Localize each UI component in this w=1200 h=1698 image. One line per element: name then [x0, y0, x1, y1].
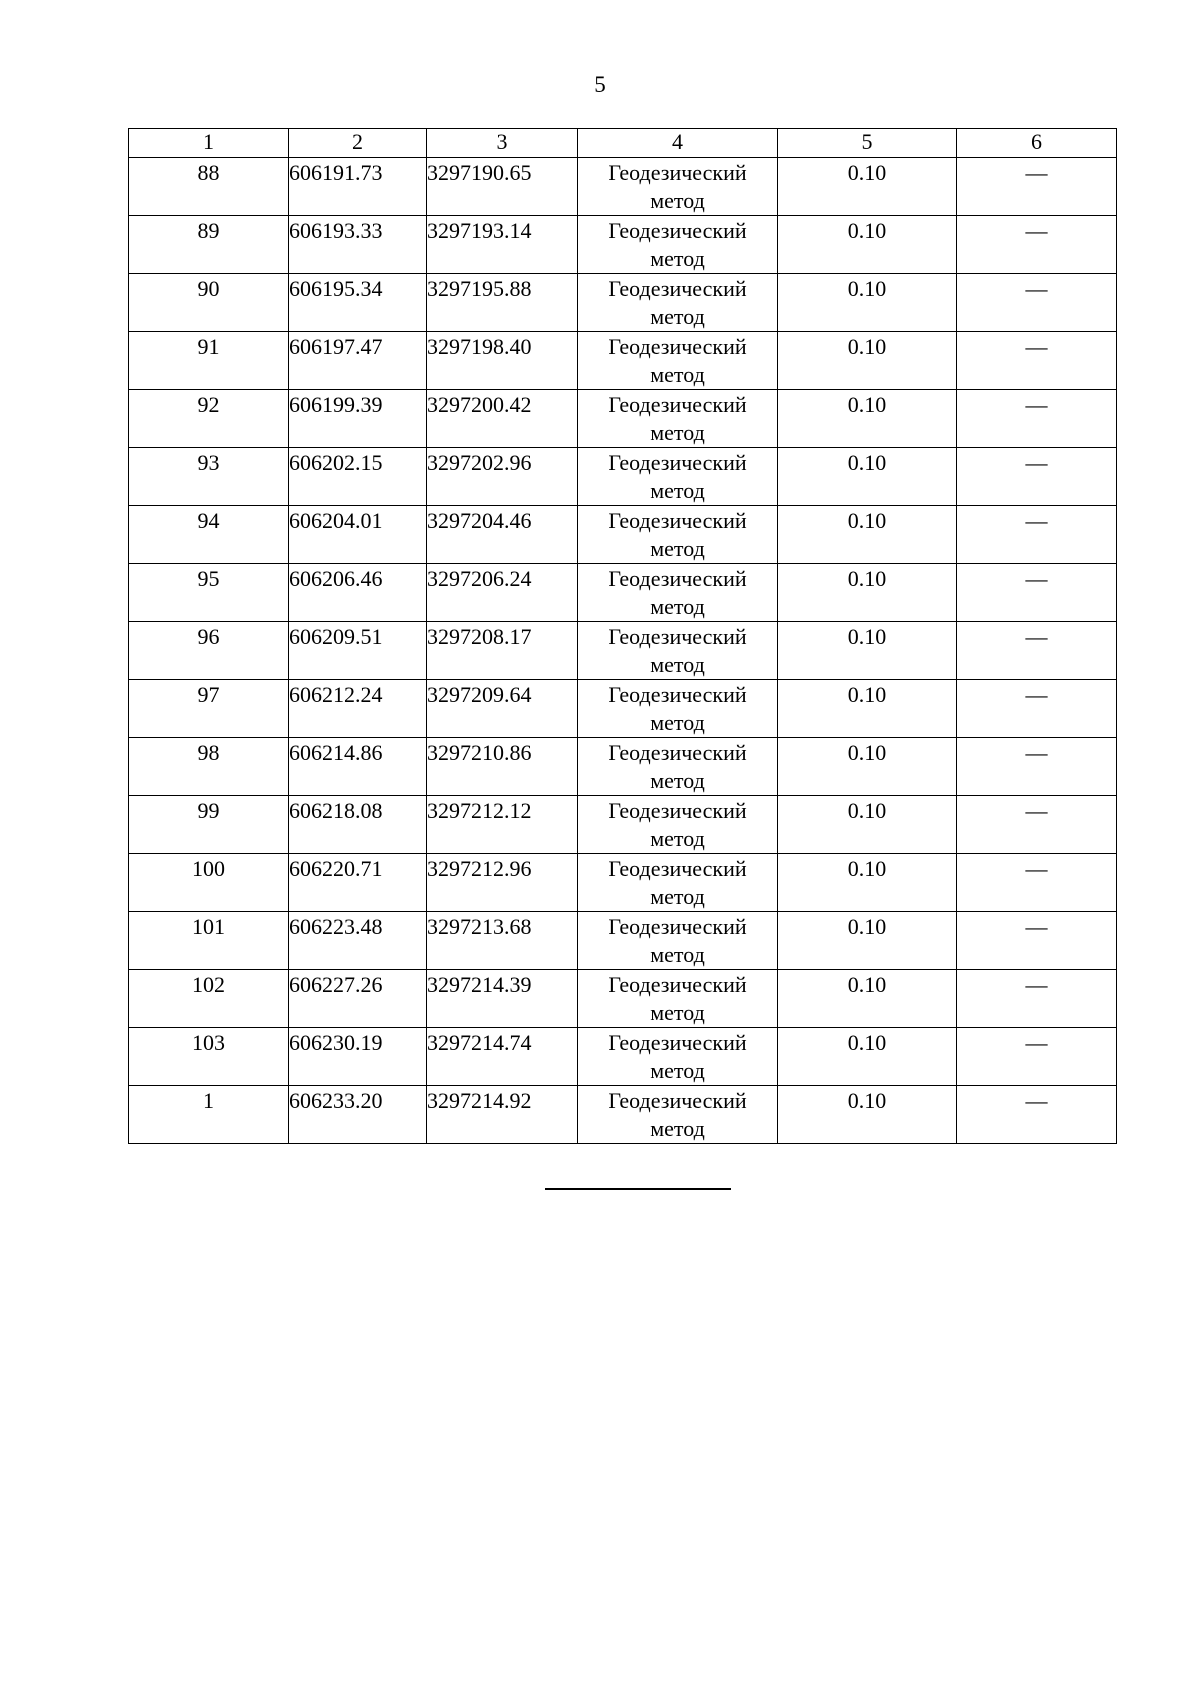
method-text-line1: Геодезический	[608, 798, 747, 823]
table-row	[129, 332, 1117, 390]
note-cell: —	[957, 158, 1117, 216]
note-cell: —	[957, 564, 1117, 622]
column-header-1: 1	[129, 129, 289, 158]
table-row	[129, 158, 1117, 216]
table-row	[129, 564, 1117, 622]
note-cell: —	[957, 912, 1117, 970]
accuracy-cell: 0.10	[778, 216, 957, 274]
accuracy-cell: 0.10	[778, 332, 957, 390]
method-text-line2: метод	[650, 304, 705, 329]
note-cell: —	[957, 796, 1117, 854]
method-text-line1: Геодезический	[608, 508, 747, 533]
accuracy-cell: 0.10	[778, 506, 957, 564]
method-cell	[578, 564, 778, 622]
y-coordinate-cell: 3297214.39	[427, 970, 578, 1028]
x-coordinate-cell: 606209.51	[289, 622, 427, 680]
table-row	[129, 622, 1117, 680]
method-cell	[578, 796, 778, 854]
accuracy-cell: 0.10	[778, 1086, 957, 1144]
x-coordinate-cell: 606214.86	[289, 738, 427, 796]
y-coordinate-cell: 3297212.96	[427, 854, 578, 912]
header-row	[129, 129, 1117, 158]
note-cell: —	[957, 390, 1117, 448]
accuracy-cell: 0.10	[778, 158, 957, 216]
y-coordinate-cell: 3297212.12	[427, 796, 578, 854]
x-coordinate-cell: 606212.24	[289, 680, 427, 738]
accuracy-cell: 0.10	[778, 680, 957, 738]
method-cell	[578, 1086, 778, 1144]
accuracy-cell: 0.10	[778, 622, 957, 680]
x-coordinate-cell: 606230.19	[289, 1028, 427, 1086]
method-text-line2: метод	[650, 362, 705, 387]
x-coordinate-cell: 606197.47	[289, 332, 427, 390]
accuracy-cell: 0.10	[778, 738, 957, 796]
point-number-cell: 1	[129, 1086, 289, 1144]
note-cell: —	[957, 1028, 1117, 1086]
method-text-line1: Геодезический	[608, 218, 747, 243]
point-number-cell: 102	[129, 970, 289, 1028]
method-cell	[578, 216, 778, 274]
method-cell	[578, 680, 778, 738]
y-coordinate-cell: 3297202.96	[427, 448, 578, 506]
table-row	[129, 854, 1117, 912]
table-row	[129, 796, 1117, 854]
point-number-cell: 98	[129, 738, 289, 796]
method-text-line2: метод	[650, 420, 705, 445]
x-coordinate-cell: 606220.71	[289, 854, 427, 912]
point-number-cell: 88	[129, 158, 289, 216]
table-row	[129, 738, 1117, 796]
accuracy-cell: 0.10	[778, 564, 957, 622]
point-number-cell: 99	[129, 796, 289, 854]
column-header-4: 4	[578, 129, 778, 158]
x-coordinate-cell: 606199.39	[289, 390, 427, 448]
table-body	[129, 158, 1117, 1144]
column-header-5: 5	[778, 129, 957, 158]
note-cell: —	[957, 332, 1117, 390]
y-coordinate-cell: 3297213.68	[427, 912, 578, 970]
y-coordinate-cell: 3297193.14	[427, 216, 578, 274]
method-cell	[578, 332, 778, 390]
method-cell	[578, 506, 778, 564]
point-number-cell: 93	[129, 448, 289, 506]
x-coordinate-cell: 606206.46	[289, 564, 427, 622]
table-row	[129, 1086, 1117, 1144]
method-text-line1: Геодезический	[608, 914, 747, 939]
y-coordinate-cell: 3297204.46	[427, 506, 578, 564]
point-number-cell: 94	[129, 506, 289, 564]
coordinates-table	[128, 128, 1117, 1144]
y-coordinate-cell: 3297214.74	[427, 1028, 578, 1086]
table-row	[129, 274, 1117, 332]
table-row	[129, 912, 1117, 970]
method-text-line2: метод	[650, 1058, 705, 1083]
table-row	[129, 390, 1117, 448]
method-text-line2: метод	[650, 826, 705, 851]
method-cell	[578, 158, 778, 216]
y-coordinate-cell: 3297214.92	[427, 1086, 578, 1144]
method-text-line1: Геодезический	[608, 972, 747, 997]
method-text-line1: Геодезический	[608, 856, 747, 881]
method-text-line2: метод	[650, 1000, 705, 1025]
x-coordinate-cell: 606204.01	[289, 506, 427, 564]
method-text-line2: метод	[650, 1116, 705, 1141]
table-row	[129, 680, 1117, 738]
table-row	[129, 1028, 1117, 1086]
method-text-line1: Геодезический	[608, 1030, 747, 1055]
note-cell: —	[957, 622, 1117, 680]
accuracy-cell: 0.10	[778, 448, 957, 506]
note-cell: —	[957, 1086, 1117, 1144]
page-number: 5	[594, 72, 606, 97]
note-cell: —	[957, 216, 1117, 274]
method-cell	[578, 622, 778, 680]
method-cell	[578, 970, 778, 1028]
accuracy-cell: 0.10	[778, 912, 957, 970]
x-coordinate-cell: 606191.73	[289, 158, 427, 216]
y-coordinate-cell: 3297200.42	[427, 390, 578, 448]
accuracy-cell: 0.10	[778, 390, 957, 448]
point-number-cell: 95	[129, 564, 289, 622]
method-text-line2: метод	[650, 246, 705, 271]
y-coordinate-cell: 3297198.40	[427, 332, 578, 390]
method-text-line1: Геодезический	[608, 392, 747, 417]
table-row	[129, 216, 1117, 274]
table-row	[129, 970, 1117, 1028]
method-cell	[578, 448, 778, 506]
point-number-cell: 101	[129, 912, 289, 970]
point-number-cell: 97	[129, 680, 289, 738]
method-cell	[578, 390, 778, 448]
method-text-line1: Геодезический	[608, 334, 747, 359]
method-cell	[578, 912, 778, 970]
accuracy-cell: 0.10	[778, 796, 957, 854]
y-coordinate-cell: 3297208.17	[427, 622, 578, 680]
x-coordinate-cell: 606195.34	[289, 274, 427, 332]
point-number-cell: 103	[129, 1028, 289, 1086]
method-text-line1: Геодезический	[608, 624, 747, 649]
method-text-line2: метод	[650, 536, 705, 561]
table-header	[129, 129, 1117, 158]
column-header-6: 6	[957, 129, 1117, 158]
x-coordinate-cell: 606223.48	[289, 912, 427, 970]
method-cell	[578, 1028, 778, 1086]
point-number-cell: 96	[129, 622, 289, 680]
x-coordinate-cell: 606227.26	[289, 970, 427, 1028]
note-cell: —	[957, 738, 1117, 796]
x-coordinate-cell: 606233.20	[289, 1086, 427, 1144]
point-number-cell: 91	[129, 332, 289, 390]
method-text-line2: метод	[650, 710, 705, 735]
method-text-line2: метод	[650, 652, 705, 677]
accuracy-cell: 0.10	[778, 970, 957, 1028]
method-text-line2: метод	[650, 942, 705, 967]
note-cell: —	[957, 970, 1117, 1028]
note-cell: —	[957, 680, 1117, 738]
method-text-line2: метод	[650, 884, 705, 909]
method-cell	[578, 738, 778, 796]
y-coordinate-cell: 3297190.65	[427, 158, 578, 216]
x-coordinate-cell: 606193.33	[289, 216, 427, 274]
method-text-line2: метод	[650, 478, 705, 503]
column-header-2: 2	[289, 129, 427, 158]
method-text-line1: Геодезический	[608, 450, 747, 475]
note-cell: —	[957, 448, 1117, 506]
method-text-line1: Геодезический	[608, 1088, 747, 1113]
point-number-cell: 90	[129, 274, 289, 332]
method-text-line1: Геодезический	[608, 682, 747, 707]
table-row	[129, 448, 1117, 506]
method-text-line1: Геодезический	[608, 566, 747, 591]
method-text-line2: метод	[650, 768, 705, 793]
x-coordinate-cell: 606202.15	[289, 448, 427, 506]
method-cell	[578, 274, 778, 332]
note-cell: —	[957, 506, 1117, 564]
column-header-3: 3	[427, 129, 578, 158]
end-divider-line	[545, 1188, 731, 1190]
note-cell: —	[957, 274, 1117, 332]
accuracy-cell: 0.10	[778, 274, 957, 332]
point-number-cell: 89	[129, 216, 289, 274]
y-coordinate-cell: 3297210.86	[427, 738, 578, 796]
y-coordinate-cell: 3297206.24	[427, 564, 578, 622]
accuracy-cell: 0.10	[778, 854, 957, 912]
table-row	[129, 506, 1117, 564]
accuracy-cell: 0.10	[778, 1028, 957, 1086]
method-text-line1: Геодезический	[608, 276, 747, 301]
note-cell: —	[957, 854, 1117, 912]
method-text-line2: метод	[650, 594, 705, 619]
point-number-cell: 92	[129, 390, 289, 448]
method-text-line2: метод	[650, 188, 705, 213]
y-coordinate-cell: 3297209.64	[427, 680, 578, 738]
x-coordinate-cell: 606218.08	[289, 796, 427, 854]
method-text-line1: Геодезический	[608, 160, 747, 185]
point-number-cell: 100	[129, 854, 289, 912]
y-coordinate-cell: 3297195.88	[427, 274, 578, 332]
method-text-line1: Геодезический	[608, 740, 747, 765]
method-cell	[578, 854, 778, 912]
